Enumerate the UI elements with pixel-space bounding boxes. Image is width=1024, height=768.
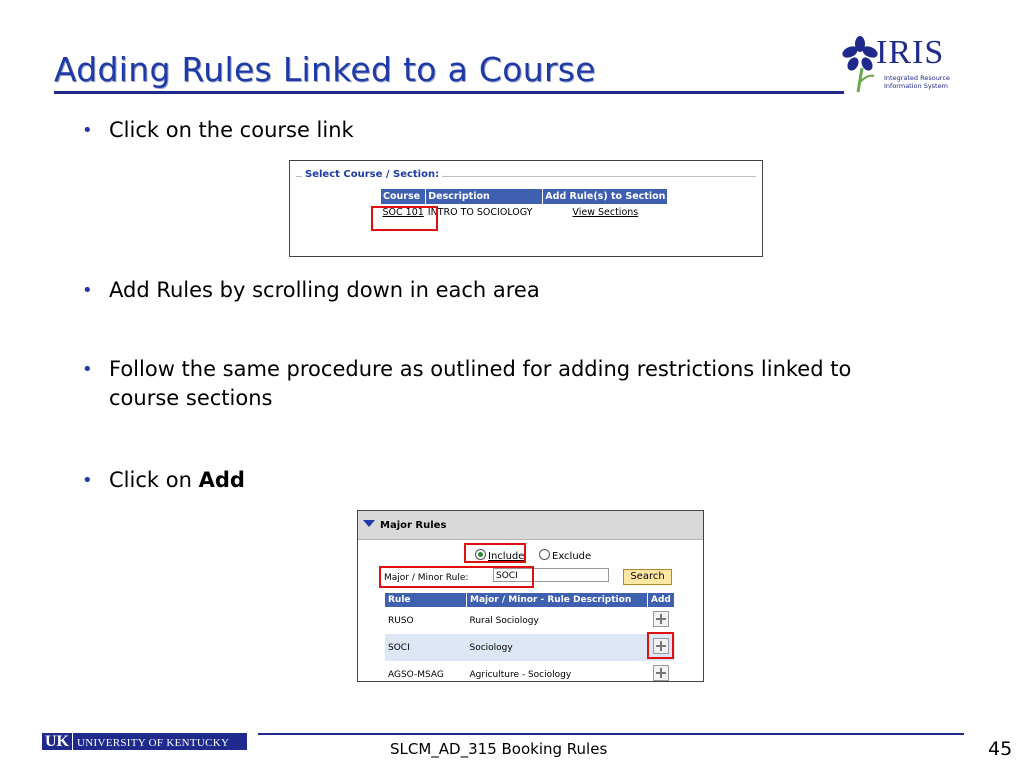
view-sections-link[interactable]: View Sections: [572, 207, 639, 218]
highlight-course-link: [371, 206, 438, 231]
add-icon[interactable]: [653, 611, 669, 627]
bullet-dot: •: [82, 120, 93, 141]
bullet-dot: •: [82, 470, 93, 491]
footer-text: SLCM_AD_315 Booking Rules: [390, 740, 608, 758]
table-row: [385, 634, 675, 661]
rule-description: Agriculture - Sociology: [469, 669, 572, 680]
add-icon[interactable]: [653, 665, 669, 681]
logo-subtitle-line2: Information System: [884, 82, 948, 90]
col-add-rules: Add Rule(s) to Section: [543, 189, 668, 205]
table-row: [385, 607, 675, 634]
uk-mark: UK: [42, 733, 73, 750]
iris-logo: [840, 34, 950, 100]
bullet-text: Click on the course link: [109, 118, 354, 142]
collapse-triangle-icon[interactable]: [363, 520, 375, 527]
rule-code: RUSO: [388, 615, 414, 626]
rule-description: Sociology: [467, 634, 648, 661]
rules-table: [385, 593, 675, 682]
page-number: 45: [988, 738, 1013, 760]
course-description: INTRO TO SOCIOLOGY: [427, 207, 533, 218]
col-description: Description: [426, 189, 543, 205]
flower-icon: [840, 34, 880, 94]
slide-title: Adding Rules Linked to a Course: [54, 50, 596, 89]
exclude-radio[interactable]: [539, 549, 591, 562]
group-legend: Select Course / Section:: [302, 169, 442, 180]
rule-code: AGSO-MSAG: [388, 669, 444, 680]
footer-rule: [258, 733, 964, 735]
highlight-include: [464, 543, 526, 563]
col-description: Major / Minor - Rule Description: [467, 593, 648, 607]
bullet-text: [109, 466, 899, 495]
logo-subtitle: [884, 74, 950, 90]
radio-unselected-icon[interactable]: [539, 549, 550, 560]
course-link[interactable]: SOC 101: [382, 207, 424, 218]
bullet-dot: •: [82, 359, 93, 380]
bullet-text: Add Rules by scrolling down in each area: [109, 278, 540, 302]
exclude-label: Exclude: [552, 551, 592, 562]
rule-field-label: Major / Minor Rule:: [384, 573, 469, 583]
uk-logo: [42, 733, 247, 750]
highlight-rule-field: [379, 566, 534, 588]
rule-description: Rural Sociology: [469, 615, 539, 626]
search-button[interactable]: Search: [623, 569, 672, 585]
highlight-add-button: [647, 632, 674, 659]
logo-wordmark: IRIS: [876, 34, 945, 71]
include-label: Include: [488, 551, 525, 562]
logo-subtitle-line1: Integrated Resource: [884, 74, 950, 82]
panel-header[interactable]: [358, 511, 703, 540]
panel-title: Major Rules: [380, 520, 447, 531]
major-rules-panel: [357, 510, 704, 682]
uk-name: UNIVERSITY OF KENTUCKY: [77, 737, 230, 749]
rule-input[interactable]: SOCI: [493, 568, 609, 582]
bullet-dot: •: [82, 280, 93, 301]
table-row: [385, 661, 675, 682]
select-course-panel: [289, 160, 763, 257]
col-add: Add: [648, 593, 675, 607]
bullet-text: Follow the same procedure as outlined for adding restrictions linked to course sections: [109, 357, 852, 410]
bullet-text-plain: Click on: [109, 468, 199, 492]
bullet-text-bold: Add: [198, 468, 245, 492]
title-underline: [54, 91, 844, 94]
col-course: Course: [381, 189, 426, 205]
rule-code: SOCI: [385, 634, 467, 661]
col-rule: Rule: [385, 593, 467, 607]
